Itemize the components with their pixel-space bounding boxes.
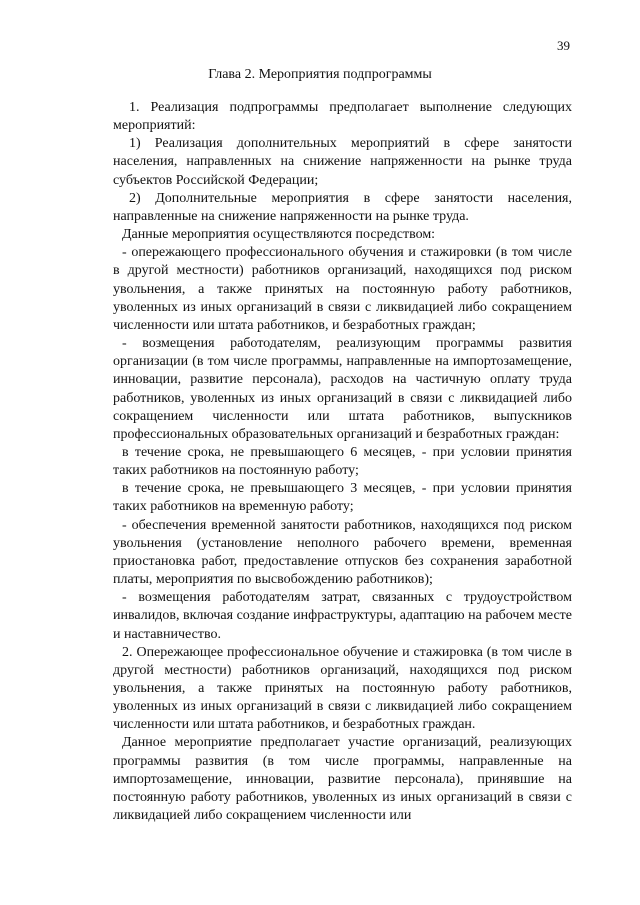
page-number: 39: [557, 38, 570, 53]
paragraph: - обеспечения временной занятости работников, находящихся под риском увольнения (установление неполного рабочего времени, временная приостановка работ, предоставление отпусков без сохранения заработной платы, мероприятия по высвобождению работников);: [113, 517, 572, 588]
chapter-heading: Глава 2. Мероприятия подпрограммы: [208, 67, 432, 82]
paragraph: Данное мероприятие предполагает участие организаций, реализующих программы развития (в том числе программы, направленные на импортозамещение, инновации, развитие персонала), принявшие на постоянную работу работников, уволенных из иных организаций в связи с ликвидацией либо сокращением численности или: [113, 735, 572, 824]
paragraph: - возмещения работодателям, реализующим программы развития организации (в том числе программы, направленные на импортозамещение, инновации, развитие персонала), расходов на частичную оплату труда работников, уволенных из иных организаций в связи с ликвидацией либо сокращением численности или штата работников, выпускников профессиональных образовательных организаций и безработных граждан:: [113, 336, 572, 442]
paragraph: 1. Реализация подпрограммы предполагает выполнение следующих мероприятий:: [113, 100, 572, 134]
paragraph: - опережающего профессионального обучения и стажировки (в том числе в другой местности) работников организаций, находящихся под риском увольнения, а также принятых на постоянную работу работников, уволенных из иных организаций в связи с ликвидацией либо сокращением численности или штата работников, и безработных граждан;: [113, 245, 572, 333]
paragraph: 2) Дополнительные мероприятия в сфере занятости населения, направленные на снижение напряженности на рынке труда.: [113, 190, 572, 224]
body-text: [113, 99, 572, 825]
paragraph: 1) Реализация дополнительных мероприятий в сфере занятости населения, направленных на снижение напряженности на рынке труда субъектов Российской Федерации;: [113, 136, 572, 188]
paragraph: 2. Опережающее профессиональное обучение и стажировка (в том числе в другой местности) работников организаций, находящихся под риском увольнения, а также принятых на постоянную работу работников, уволенных из иных организаций в связи с ликвидацией либо сокращением численности или штата работников, и безработных граждан.: [113, 644, 572, 733]
paragraph: в течение срока, не превышающего 6 месяцев, - при условии принятия таких работников на постоянную работу;: [113, 444, 572, 479]
paragraph: в течение срока, не превышающего 3 месяцев, - при условии принятия таких работников на временную работу;: [113, 481, 572, 515]
paragraph: Данные мероприятия осуществляются посредством:: [122, 227, 436, 243]
paragraph: - возмещения работодателям затрат, связанных с трудоустройством инвалидов, включая создание инфраструктуры, адаптацию на рабочем месте и наставничество.: [113, 590, 572, 642]
